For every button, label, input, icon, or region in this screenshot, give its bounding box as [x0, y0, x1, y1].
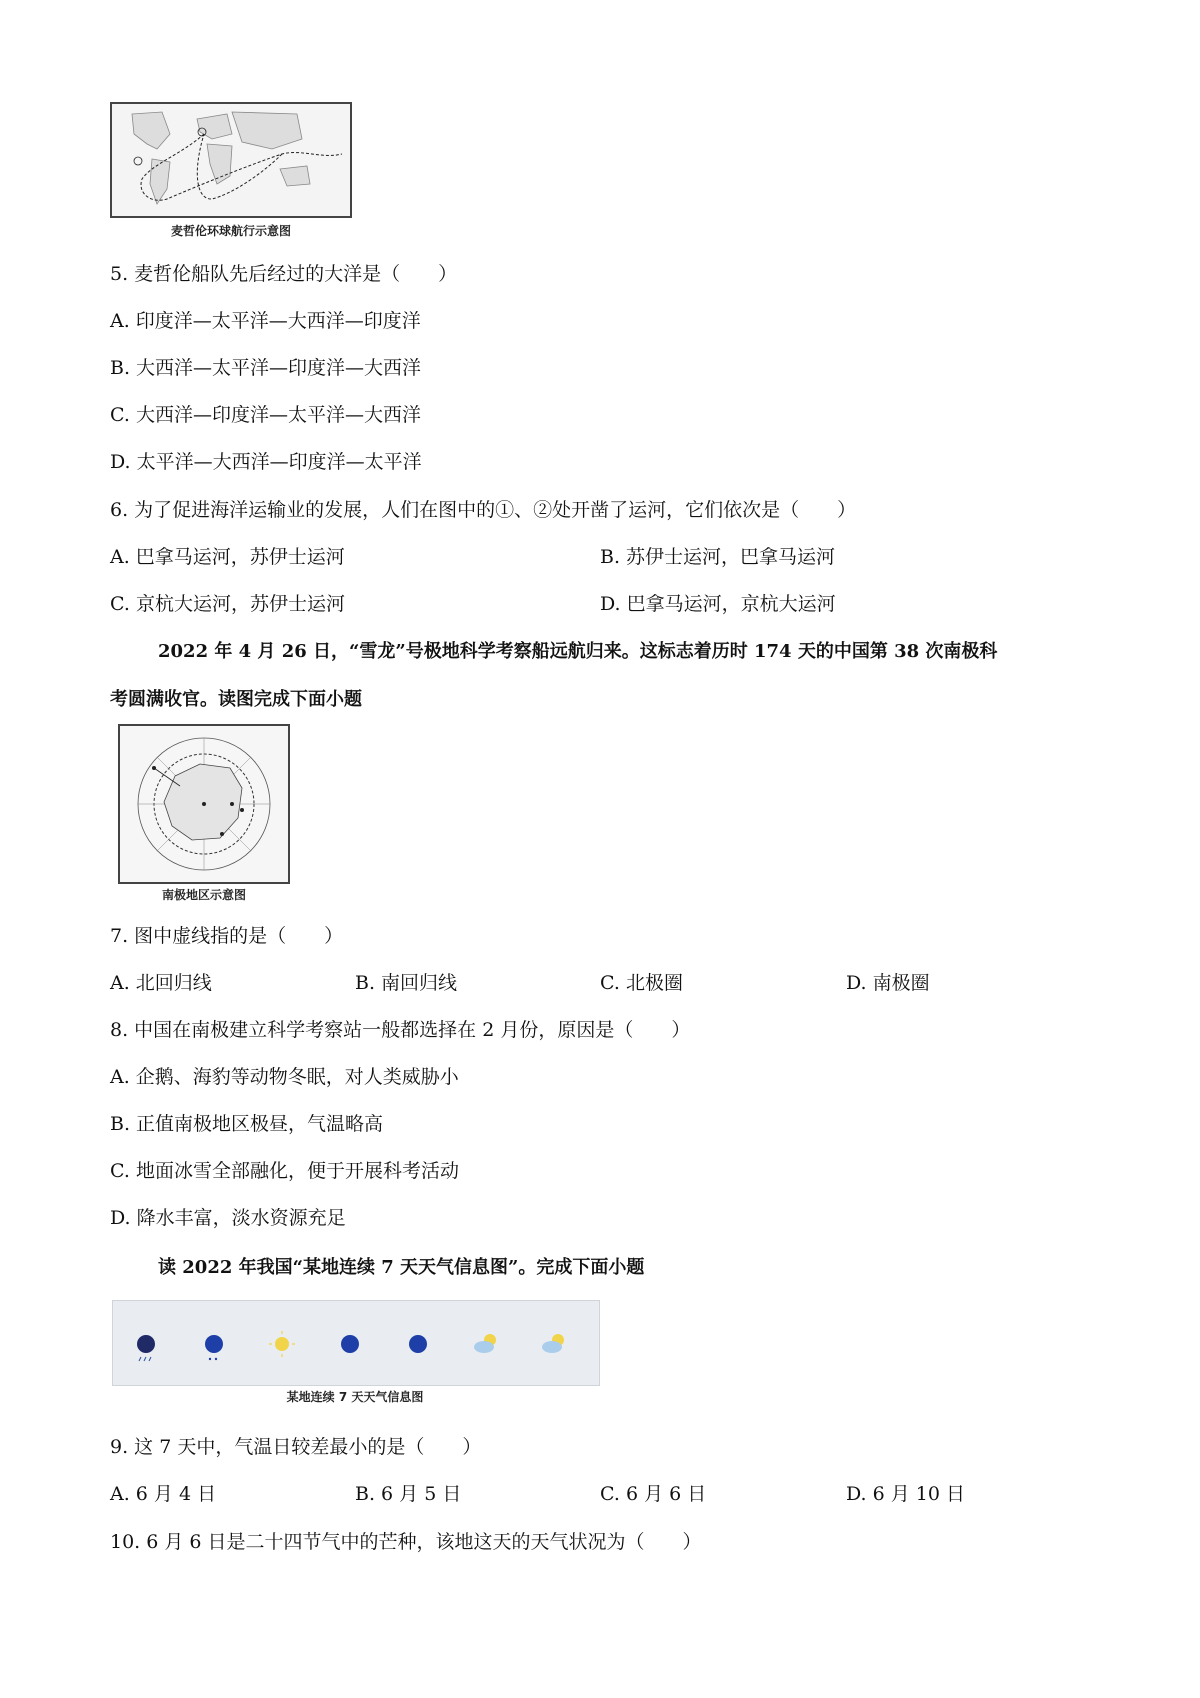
- question-6-option-b: B. 苏伊士运河，巴拿马运河: [600, 546, 836, 568]
- question-9-option-a: A. 6 月 4 日: [110, 1483, 217, 1505]
- antarctic-map-caption: 南极地区示意图: [161, 888, 246, 902]
- question-7-option-c: C. 北极圈: [600, 972, 683, 994]
- question-5-option-c: C. 大西洋—印度洋—太平洋—大西洋: [110, 404, 421, 426]
- weather-day-3: [253, 1307, 311, 1385]
- question-9-stem: 9. 这 7 天中，气温日较差最小的是（ ）: [110, 1436, 482, 1458]
- antarctic-intro-line-1: 2022 年 4 月 26 日，“雪龙”号极地科学考察船远航归来。这标志着历时 174 天的中国第 38 次南极科: [158, 641, 998, 662]
- magellan-map-image: [112, 104, 350, 216]
- question-5-option-b: B. 大西洋—太平洋—印度洋—大西洋: [110, 357, 422, 379]
- question-9-option-d: D. 6 月 10 日: [846, 1483, 966, 1505]
- weather-day-4: [321, 1307, 379, 1385]
- weather-strip-figure: [112, 1300, 600, 1386]
- question-7-option-d: D. 南极圈: [846, 972, 930, 994]
- weather-intro: 读 2022 年我国“某地连续 7 天天气信息图”。完成下面小题: [158, 1257, 645, 1278]
- question-8-option-d: D. 降水丰富，淡水资源充足: [110, 1207, 346, 1229]
- question-10-stem: 10. 6 月 6 日是二十四节气中的芒种，该地这天的天气状况为（ ）: [110, 1531, 702, 1553]
- question-7-stem: 7. 图中虚线指的是（ ）: [110, 925, 344, 947]
- weather-day-2: [185, 1307, 243, 1385]
- question-8-option-b: B. 正值南极地区极昼，气温略高: [110, 1113, 384, 1135]
- question-7-option-b: B. 南回归线: [355, 972, 458, 994]
- question-8-stem: 8. 中国在南极建立科学考察站一般都选择在 2 月份，原因是（ ）: [110, 1019, 691, 1041]
- antarctic-map-image: [120, 726, 288, 882]
- question-6-option-c: C. 京杭大运河，苏伊士运河: [110, 593, 345, 615]
- question-7-option-a: A. 北回归线: [110, 972, 212, 994]
- magellan-map-figure: [110, 102, 352, 218]
- magellan-map-caption: 麦哲伦环球航行示意图: [170, 224, 291, 238]
- antarctic-intro-line-2: 考圆满收官。读图完成下面小题: [110, 689, 362, 710]
- question-6-stem: 6. 为了促进海洋运输业的发展，人们在图中的①、②处开凿了运河，它们依次是（ ）: [110, 499, 857, 521]
- question-5-option-a: A. 印度洋—太平洋—大西洋—印度洋: [110, 310, 421, 332]
- weather-day-6: [457, 1307, 515, 1385]
- question-8-option-a: A. 企鹅、海豹等动物冬眠，对人类威胁小: [110, 1066, 459, 1088]
- question-9-option-b: B. 6 月 5 日: [355, 1483, 462, 1505]
- weather-day-7: [525, 1307, 583, 1385]
- question-6-option-d: D. 巴拿马运河，京杭大运河: [600, 593, 836, 615]
- question-6-option-a: A. 巴拿马运河，苏伊士运河: [110, 546, 345, 568]
- question-5-stem: 5. 麦哲伦船队先后经过的大洋是（ ）: [110, 263, 458, 285]
- weather-day-5: [389, 1307, 447, 1385]
- weather-day-1: [117, 1307, 175, 1385]
- question-8-option-c: C. 地面冰雪全部融化，便于开展科考活动: [110, 1160, 459, 1182]
- weather-strip-caption: 某地连续 7 天天气信息图: [286, 1390, 424, 1404]
- antarctic-map-figure: [118, 724, 290, 884]
- question-9-option-c: C. 6 月 6 日: [600, 1483, 707, 1505]
- question-5-option-d: D. 太平洋—大西洋—印度洋—太平洋: [110, 451, 422, 473]
